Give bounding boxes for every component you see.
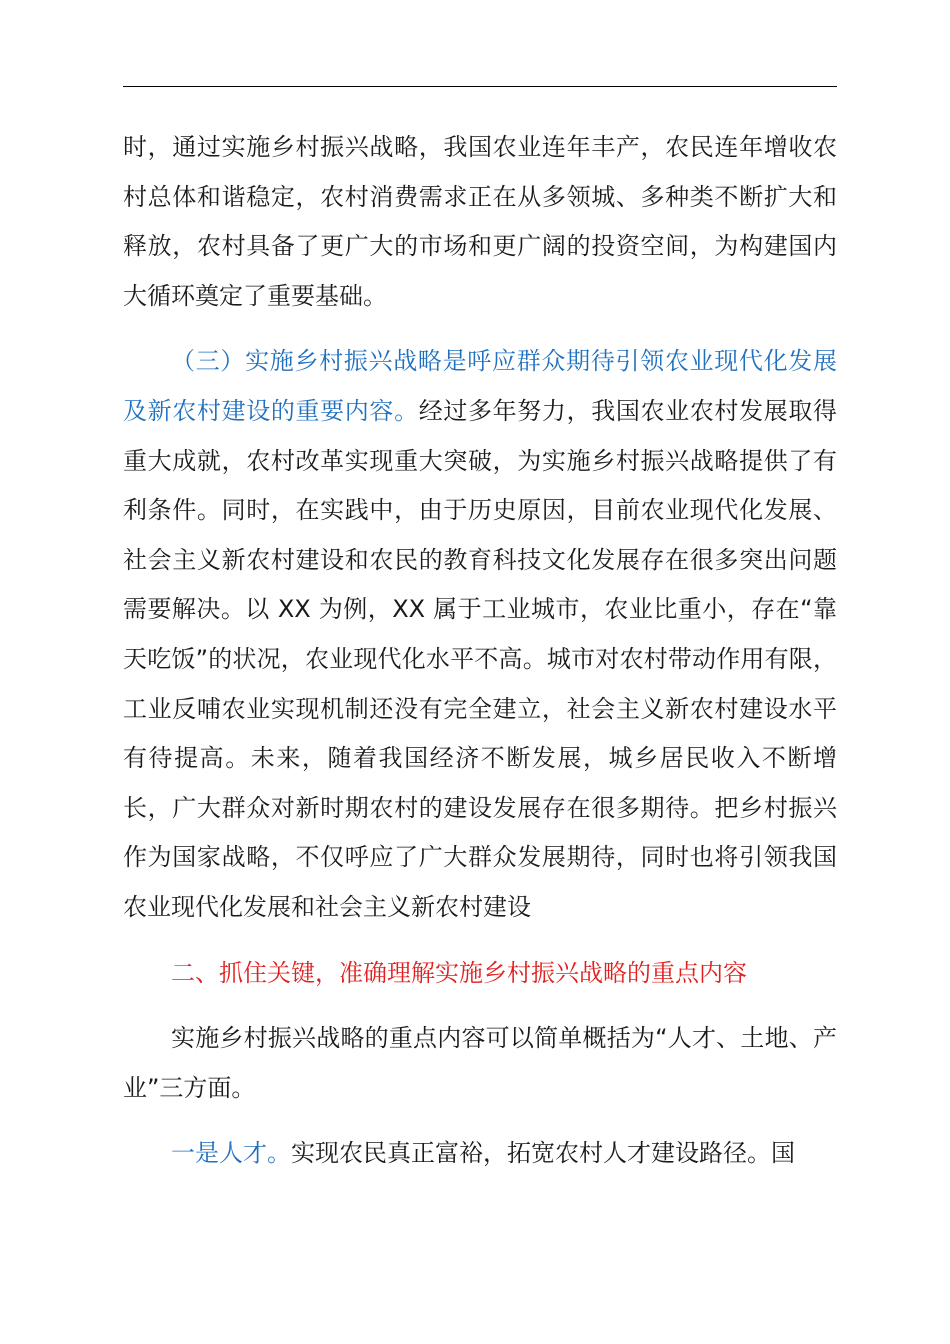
document-body (123, 123, 837, 1179)
header-rule (123, 86, 837, 87)
paragraph-text: 经过多年努力，我国农业农村发展取得重大成就，农村改革实现重大突破，为实施乡村振兴战略提供了有利条件。同时，在实践中，由于历史原因，目前农业现代化发展、社会主义新农村建设和农民的教育科技文化发展存在很多突出问题需要解决。以 XX 为例，XX 属于工业城市，农业比重小，存在“靠天吃饭”的状况，农业现代化水平不高。城市对农村带动作用有限，工业反哺农业实现机制还没有完全建立，社会主义新农村建设水平有待提高。未来，随着我国经济不断发展，城乡居民收入不断增长，广大群众对新时期农村的建设发展存在很多期待。把乡村振兴作为国家战略，不仅呼应了广大群众发展期待，同时也将引领我国农业现代化发展和社会主义新农村建设 (123, 396, 838, 921)
section-heading-two (123, 949, 837, 999)
paragraph-text: 实施乡村振兴战略的重点内容可以简单概括为“人才、土地、产业”三方面。 (123, 1024, 837, 1102)
subheading-talent: 一是人才。 (171, 1139, 291, 1168)
paragraph-talent (123, 1129, 837, 1179)
section-heading-text: 二、抓住关键，准确理解实施乡村振兴战略的重点内容 (171, 958, 747, 987)
subheading-three: （三）实施乡村振兴战略是呼应群众期待引领农业现代化发展及新农村建设的重要内容。 (123, 347, 837, 425)
paragraph-section-three (123, 337, 837, 932)
paragraph-rural-consumption (123, 123, 837, 321)
paragraph-key-content (123, 1014, 837, 1113)
paragraph-text: 实现农民真正富裕，拓宽农村人才建设路径。国 (291, 1139, 795, 1168)
paragraph-text: 时，通过实施乡村振兴战略，我国农业连年丰产，农民连年增收农村总体和谐稳定，农村消费需求正在从多领城、多种类不断扩大和释放，农村具备了更广大的市场和更广阔的投资空间，为构建国内大循环奠定了重要基础。 (123, 133, 837, 310)
